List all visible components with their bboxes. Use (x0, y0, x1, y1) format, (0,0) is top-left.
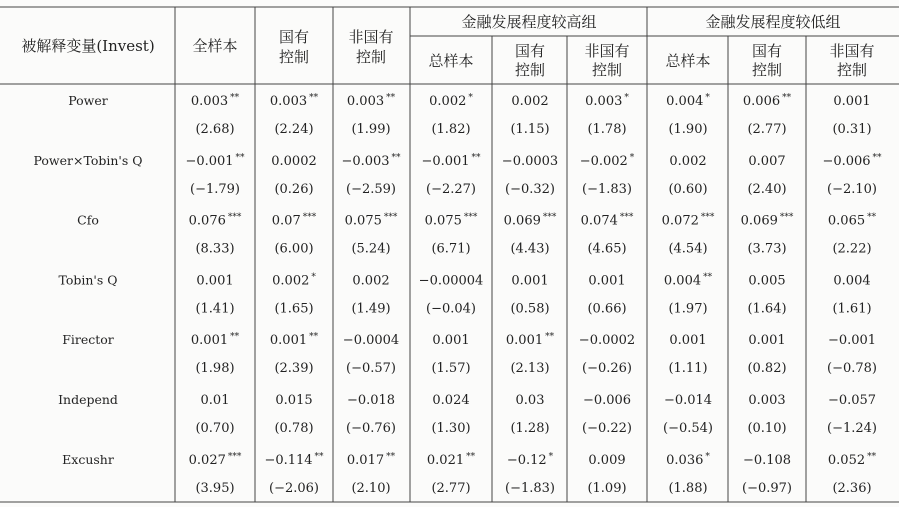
coef-value: 0.006 (742, 94, 781, 109)
coef-cell (662, 213, 715, 229)
t-stat-cell: (−0.97) (742, 480, 792, 496)
coef-value: −0.0003 (501, 153, 559, 169)
coef-value: 0.001 (833, 94, 871, 109)
coef-value: 0.036 (666, 452, 704, 468)
coef-value: 0.03 (515, 393, 545, 408)
coef-value: 0.001 (669, 333, 707, 349)
coef-cell (191, 332, 240, 348)
t-stat-cell: (1.61) (832, 301, 872, 317)
coef-value: 0.003 (748, 393, 786, 408)
coef-cell (511, 273, 548, 288)
t-stat-cell: (1.15) (510, 122, 550, 137)
t-stat-cell: (1.98) (195, 361, 235, 377)
t-stat-cell: (0.78) (274, 421, 314, 436)
t-stat-cell: (0.66) (587, 301, 627, 317)
coef-value: 0.002 (272, 273, 310, 289)
significance-stars: *** (383, 212, 398, 223)
coef-cell (272, 272, 316, 288)
significance-stars: ** (466, 451, 476, 462)
coef-cell (669, 333, 706, 348)
significance-stars: *** (779, 212, 794, 223)
coef-cell (579, 333, 635, 348)
row-label: Cfo (77, 212, 99, 228)
significance-stars: *** (302, 212, 317, 223)
t-stat-cell: (−2.10) (827, 181, 877, 197)
subheader-high-state-line2: 控制 (514, 61, 546, 79)
coef-value: 0.001 (269, 333, 308, 349)
subheader-high-nonstate-line2: 控制 (591, 61, 623, 79)
coef-value: 0.052 (827, 452, 866, 468)
significance-stars: ** (545, 332, 555, 343)
t-stat-cell: (6.71) (431, 241, 471, 257)
significance-stars: * (468, 93, 473, 103)
t-stat-cell: (−0.78) (827, 361, 877, 377)
coef-cell (585, 93, 629, 109)
coef-cell (741, 213, 794, 229)
coef-value: 0.069 (740, 213, 778, 229)
subheader-high-total: 总样本 (428, 52, 474, 70)
coef-value: 0.004 (663, 273, 702, 289)
coef-cell (743, 93, 792, 109)
coef-value: 0.003 (269, 94, 308, 109)
significance-stars: ** (230, 93, 240, 103)
coef-cell (828, 333, 876, 348)
table-header (21, 13, 874, 79)
t-stat-cell: (5.24) (351, 241, 391, 257)
subheader-low-nonstate-line2: 控制 (836, 61, 868, 79)
coef-cell (748, 393, 785, 408)
t-stat-cell: (0.82) (747, 361, 787, 377)
t-stat-cell: (1.49) (351, 301, 391, 317)
coef-value: 0.001 (505, 333, 544, 349)
header-low-group: 金融发展程度较低组 (705, 13, 841, 31)
coef-cell (507, 452, 554, 468)
coef-cell (272, 213, 317, 229)
row-label: Excushr (62, 451, 114, 467)
t-stat-cell: (4.54) (668, 241, 708, 257)
coef-value: −0.057 (827, 393, 877, 408)
t-stat-cell: (1.65) (274, 301, 314, 317)
table-body (34, 93, 883, 496)
coef-cell (502, 154, 558, 169)
t-stat-cell: (1.30) (431, 421, 471, 436)
coef-cell (506, 332, 555, 348)
t-stat-cell: (−0.04) (426, 301, 476, 317)
coef-cell (588, 273, 625, 288)
coef-value: 0.001 (190, 333, 229, 349)
significance-stars: ** (867, 212, 877, 223)
coef-cell (511, 94, 548, 109)
coef-cell (581, 213, 634, 229)
coef-cell (748, 333, 785, 348)
significance-stars: ** (235, 152, 245, 163)
t-stat-cell: (−0.26) (582, 361, 632, 377)
coef-value: 0.001 (588, 273, 626, 289)
t-stat-cell: (1.90) (668, 122, 708, 137)
coef-cell (828, 452, 877, 468)
coef-value: −0.006 (822, 153, 871, 169)
header-full-sample: 全样本 (192, 37, 238, 55)
coef-cell (666, 452, 710, 468)
coef-cell (345, 213, 398, 229)
significance-stars: * (705, 93, 710, 103)
t-stat-cell: (−1.83) (505, 480, 555, 496)
coef-value: 0.069 (503, 213, 541, 229)
coef-value: 0.001 (196, 273, 234, 289)
t-stat-cell: (0.31) (832, 122, 872, 137)
coef-value: 0.002 (352, 273, 390, 289)
coef-cell (583, 393, 631, 408)
t-stat-cell: (6.00) (274, 241, 314, 257)
coef-cell (664, 393, 712, 408)
t-stat-cell: (1.28) (510, 421, 550, 436)
coef-cell (191, 93, 240, 109)
t-stat-cell: (0.70) (195, 421, 235, 436)
coef-value: 0.002 (429, 94, 467, 109)
coef-cell (189, 452, 242, 468)
coef-value: 0.017 (346, 452, 385, 468)
header-non-state-line1: 非国有 (348, 28, 394, 46)
significance-stars: *** (227, 451, 242, 462)
t-stat-cell: (−1.24) (827, 421, 877, 436)
coef-value: 0.07 (271, 213, 301, 229)
coef-value: −0.014 (663, 393, 713, 408)
t-stat-cell: (1.41) (195, 301, 235, 317)
t-stat-cell: (−0.22) (582, 421, 632, 436)
t-stat-cell: (4.43) (510, 241, 550, 257)
t-stat-cell: (1.99) (351, 122, 391, 137)
significance-stars: ** (471, 152, 481, 163)
significance-stars: * (624, 93, 629, 103)
t-stat-cell: (−0.54) (663, 421, 713, 436)
coef-cell (341, 153, 401, 169)
coef-cell (425, 213, 478, 229)
t-stat-cell: (3.95) (195, 480, 235, 496)
significance-stars: ** (386, 451, 396, 462)
significance-stars: * (629, 152, 635, 163)
coef-value: 0.004 (833, 273, 871, 289)
coef-value: 0.015 (275, 393, 313, 408)
significance-stars: ** (391, 152, 401, 163)
t-stat-cell: (2.10) (351, 480, 391, 496)
coef-value: −0.00004 (418, 273, 484, 289)
coef-value: 0.075 (424, 213, 462, 229)
coef-cell (185, 153, 245, 169)
header-dependent-var: 被解释变量(Invest) (21, 37, 155, 55)
coef-cell (432, 393, 469, 408)
coef-value: 0.076 (188, 213, 226, 229)
coef-value: 0.007 (748, 153, 786, 169)
coef-value: 0.001 (748, 333, 786, 349)
coef-value: 0.01 (200, 393, 230, 408)
coef-cell (748, 273, 785, 288)
coef-cell (833, 94, 870, 109)
t-stat-cell: (2.36) (832, 480, 872, 496)
coef-value: 0.075 (344, 213, 382, 229)
t-stat-cell: (−0.57) (346, 361, 396, 377)
header-high-group: 金融发展程度较高组 (461, 13, 597, 31)
coef-cell (748, 154, 785, 169)
coef-cell (264, 452, 324, 468)
t-stat-cell: (−2.59) (346, 181, 396, 197)
coef-value: 0.009 (588, 452, 626, 468)
coef-value: −0.018 (346, 393, 396, 408)
significance-stars: ** (703, 272, 713, 283)
significance-stars: *** (542, 212, 557, 223)
coef-cell (580, 153, 635, 169)
subheader-low-nonstate-line1: 非国有 (829, 42, 875, 60)
coef-cell (833, 273, 870, 288)
t-stat-cell: (−1.79) (190, 181, 240, 197)
coef-cell (352, 273, 389, 288)
coef-cell (427, 452, 476, 468)
coef-value: 0.005 (748, 273, 786, 289)
header-state-owned-line2: 控制 (278, 48, 310, 66)
coef-value: 0.003 (585, 94, 623, 109)
coef-value: −0.0002 (578, 333, 636, 349)
significance-stars: *** (619, 212, 634, 223)
significance-stars: *** (463, 212, 478, 223)
t-stat-cell: (4.65) (587, 241, 627, 257)
t-stat-cell: (1.78) (587, 122, 627, 137)
significance-stars: ** (386, 93, 396, 103)
t-stat-cell: (0.26) (274, 181, 314, 197)
t-stat-cell: (−0.76) (346, 421, 396, 436)
coef-cell (504, 213, 557, 229)
header-non-state-line2: 控制 (355, 48, 387, 66)
row-label: Power×Tobin's Q (33, 152, 143, 168)
t-stat-cell: (−1.83) (582, 181, 632, 197)
coef-cell (669, 154, 706, 169)
coef-cell (196, 273, 233, 288)
t-stat-cell: (8.33) (195, 241, 235, 257)
coef-cell (664, 272, 713, 288)
t-stat-cell: (0.60) (668, 181, 708, 197)
coef-value: −0.006 (582, 393, 632, 408)
coef-cell (516, 393, 545, 408)
subheader-low-total: 总样本 (665, 52, 711, 70)
significance-stars: * (548, 451, 554, 462)
coef-value: 0.072 (661, 213, 699, 229)
t-stat-cell: (−2.06) (269, 480, 319, 496)
row-label: Firector (62, 332, 114, 348)
coef-value: −0.001 (827, 333, 877, 349)
coef-cell (347, 452, 396, 468)
coef-cell (347, 393, 395, 408)
coef-value: 0.003 (346, 94, 385, 109)
t-stat-cell: (0.10) (747, 421, 787, 436)
coef-cell (421, 153, 481, 169)
coef-cell (201, 393, 230, 408)
coef-cell (347, 93, 396, 109)
significance-stars: ** (872, 152, 882, 163)
t-stat-cell: (2.68) (195, 122, 235, 137)
significance-stars: ** (314, 451, 324, 462)
coef-value: 0.004 (666, 94, 704, 109)
coef-value: −0.0004 (342, 333, 400, 349)
significance-stars: ** (309, 93, 319, 103)
significance-stars: ** (867, 451, 877, 462)
significance-stars: ** (230, 332, 240, 343)
t-stat-cell: (1.11) (668, 361, 708, 377)
t-stat-cell: (−0.32) (505, 181, 555, 197)
coef-value: 0.024 (432, 393, 470, 408)
significance-stars: ** (309, 332, 319, 343)
coef-value: 0.021 (426, 452, 465, 468)
coef-value: 0.001 (511, 273, 549, 289)
t-stat-cell: (2.39) (274, 361, 314, 377)
coef-value: −0.001 (185, 153, 234, 169)
t-stat-cell: (0.58) (510, 301, 550, 317)
t-stat-cell: (2.22) (832, 241, 872, 257)
t-stat-cell: (1.97) (668, 301, 708, 317)
significance-stars: * (311, 272, 316, 283)
coef-value: 0.002 (511, 94, 549, 109)
coef-cell (419, 273, 484, 288)
coef-cell (275, 393, 312, 408)
coef-cell (271, 154, 317, 169)
coef-value: 0.001 (432, 333, 470, 349)
coef-cell (743, 453, 791, 468)
significance-stars: *** (700, 212, 715, 223)
significance-stars: * (705, 451, 710, 462)
coef-cell (270, 332, 319, 348)
coef-value: −0.002 (579, 153, 628, 169)
t-stat-cell: (1.82) (431, 122, 471, 137)
row-label: Independ (58, 392, 118, 407)
coef-value: 0.074 (580, 213, 618, 229)
coef-cell (666, 93, 710, 109)
coef-value: 0.027 (188, 452, 226, 468)
significance-stars: ** (782, 93, 792, 103)
t-stat-cell: (1.09) (587, 480, 627, 496)
coef-value: 0.0002 (271, 153, 317, 169)
subheader-high-nonstate-line1: 非国有 (584, 42, 630, 60)
coef-cell (828, 213, 877, 229)
t-stat-cell: (1.88) (668, 480, 708, 496)
header-state-owned-line1: 国有 (278, 28, 310, 46)
t-stat-cell: (2.40) (747, 181, 787, 197)
t-stat-cell: (2.77) (431, 480, 471, 496)
t-stat-cell: (3.73) (747, 241, 787, 257)
t-stat-cell: (1.57) (431, 361, 471, 377)
coef-cell (822, 153, 882, 169)
coef-cell (189, 213, 242, 229)
coef-cell (828, 393, 876, 408)
t-stat-cell: (−2.27) (426, 181, 476, 197)
coef-value: −0.12 (506, 452, 547, 468)
coef-value: 0.065 (827, 213, 866, 229)
t-stat-cell: (2.24) (274, 122, 314, 137)
subheader-high-state-line1: 国有 (514, 42, 546, 60)
t-stat-cell: (1.64) (747, 301, 787, 317)
row-label: Power (68, 93, 108, 108)
subheader-low-state-line2: 控制 (751, 61, 783, 79)
t-stat-cell: (2.13) (510, 361, 550, 377)
significance-stars: *** (227, 212, 242, 223)
coef-cell (270, 93, 319, 109)
coef-cell (588, 453, 625, 468)
coef-value: −0.114 (264, 452, 313, 468)
t-stat-cell: (2.77) (747, 122, 787, 137)
coef-cell (343, 333, 399, 348)
coef-value: −0.001 (421, 153, 470, 169)
subheader-low-state-line1: 国有 (751, 42, 783, 60)
coef-value: 0.003 (190, 94, 229, 109)
coef-value: −0.108 (742, 452, 792, 468)
coef-value: −0.003 (341, 153, 390, 169)
coef-cell (432, 333, 469, 348)
coef-value: 0.002 (669, 153, 707, 169)
coef-cell (429, 93, 473, 109)
row-label: Tobin's Q (58, 272, 118, 288)
